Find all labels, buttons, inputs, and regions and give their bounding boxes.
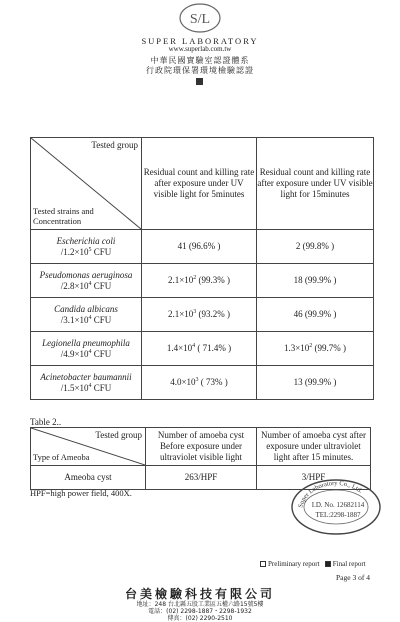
- corner-top-label: Tested group: [95, 430, 142, 440]
- strain-cell: [31, 264, 142, 298]
- table-row: [31, 366, 374, 400]
- strain-concentration: $/3.1\times 10^4$ CFU: [60, 314, 112, 325]
- lab-url: www.superlab.com.tw: [168, 45, 232, 53]
- table-corner-cell: [31, 428, 146, 466]
- hpf-note: HPF=high power field, 400X.: [30, 488, 132, 498]
- strain-concentration: $/1.5\times 10^4$ CFU: [60, 382, 112, 393]
- corner-bottom-label: Tested strains and Concentration: [33, 205, 94, 227]
- killing-rate-table: [30, 137, 374, 400]
- strain-concentration: $/1.2\times 10^5$ CFU: [60, 246, 112, 257]
- svg-text:S/L: S/L: [189, 12, 211, 27]
- table-row: [31, 264, 374, 298]
- header-square-mark: [196, 78, 203, 85]
- result-5min: $2.1\times 10^2$ (99.3% ): [142, 264, 257, 298]
- strain-concentration: $/2.8\times 10^4$ CFU: [60, 280, 112, 291]
- result-15min: 46 (99.9% ): [257, 298, 374, 332]
- company-address: 地址：248 台北縣五股工業區五權六路15號5樓: [136, 601, 264, 608]
- strain-cell: [31, 230, 142, 264]
- lab-name: SUPER LABORATORY: [141, 36, 259, 46]
- svg-text:TEL:2298-1887: TEL:2298-1887: [315, 511, 361, 519]
- table-header-row: [31, 428, 371, 466]
- report-type-options: [260, 560, 366, 568]
- result-15min: 18 (99.9% ): [257, 264, 374, 298]
- page-number: Page 3 of 4: [336, 573, 370, 582]
- strain-name: Escherichia coli: [56, 235, 116, 246]
- amoeba-before-value: 263/HPF: [146, 466, 257, 490]
- company-fax: 傳真：(02) 2290-2510: [167, 615, 233, 622]
- certification-line-1: 中華民國實驗室認證體系: [150, 56, 250, 65]
- col-after-header: Number of amoeba cyst after exposure under ultraviolet light after 15 minutes.: [257, 428, 371, 466]
- strain-name: Legionella pneumophila: [42, 337, 130, 348]
- strain-name: Candida albicans: [54, 303, 118, 314]
- result-15min: 2 (99.8% ): [257, 230, 374, 264]
- strain-cell: [31, 366, 142, 400]
- final-checkbox: [325, 561, 331, 567]
- company-name: 台美檢驗科技有限公司: [124, 587, 275, 601]
- result-5min: $1.4\times 10^4$ ( 71.4% ): [142, 332, 257, 366]
- amoeba-type: Ameoba cyst: [31, 466, 146, 490]
- final-label: Final report: [332, 560, 366, 568]
- table-row: [31, 230, 374, 264]
- company-stamp: [288, 475, 383, 535]
- col-before-header: Number of amoeba cyst Before exposure under ultraviolet visible light: [146, 428, 257, 466]
- table-header-row: [31, 138, 374, 230]
- table2-label: Table 2..: [30, 417, 62, 427]
- svg-text:I.D. No. 12682114: I.D. No. 12682114: [311, 501, 365, 509]
- col-15min-header: Residual count and killing rate after exposure under UV visible light for 15minutes: [257, 138, 374, 230]
- strain-concentration: $/4.9\times 10^4$ CFU: [60, 348, 112, 359]
- lab-logo: [178, 2, 222, 34]
- preliminary-checkbox: [260, 561, 266, 567]
- result-15min: $1.3\times 10^2$ (99.7% ): [257, 332, 374, 366]
- strain-cell: [31, 298, 142, 332]
- preliminary-label: Preliminary report: [268, 560, 320, 568]
- certification-line-2: 行政院環保署環境檢驗認證: [146, 66, 254, 75]
- strain-cell: [31, 332, 142, 366]
- table-row: [31, 332, 374, 366]
- col-5min-header: Residual count and killing rate after exposure under UV visible light for 5minutes: [142, 138, 257, 230]
- result-15min: 13 (99.9% ): [257, 366, 374, 400]
- strain-name: Pseudomonas aeruginosa: [39, 269, 133, 280]
- corner-bottom-label: Type of Ameoba: [33, 452, 90, 463]
- company-phone: 電話：(02) 2298-1887・2298-1932: [148, 608, 252, 615]
- table-row: [31, 298, 374, 332]
- amoeba-after-value: 3/HPF: [257, 466, 371, 490]
- result-5min: $2.1\times 10^3$ (93.2% ): [142, 298, 257, 332]
- result-5min: 41 (96.6% ): [142, 230, 257, 264]
- table-corner-cell: [31, 138, 142, 230]
- corner-top-label: Tested group: [91, 140, 138, 150]
- result-5min: $4.0\times 10^3$ ( 73% ): [142, 366, 257, 400]
- strain-name: Acinetobacter baumannii: [40, 371, 132, 382]
- svg-text:Super Laboratory Co., Ltd.: Super Laboratory Co., Ltd.: [297, 480, 364, 509]
